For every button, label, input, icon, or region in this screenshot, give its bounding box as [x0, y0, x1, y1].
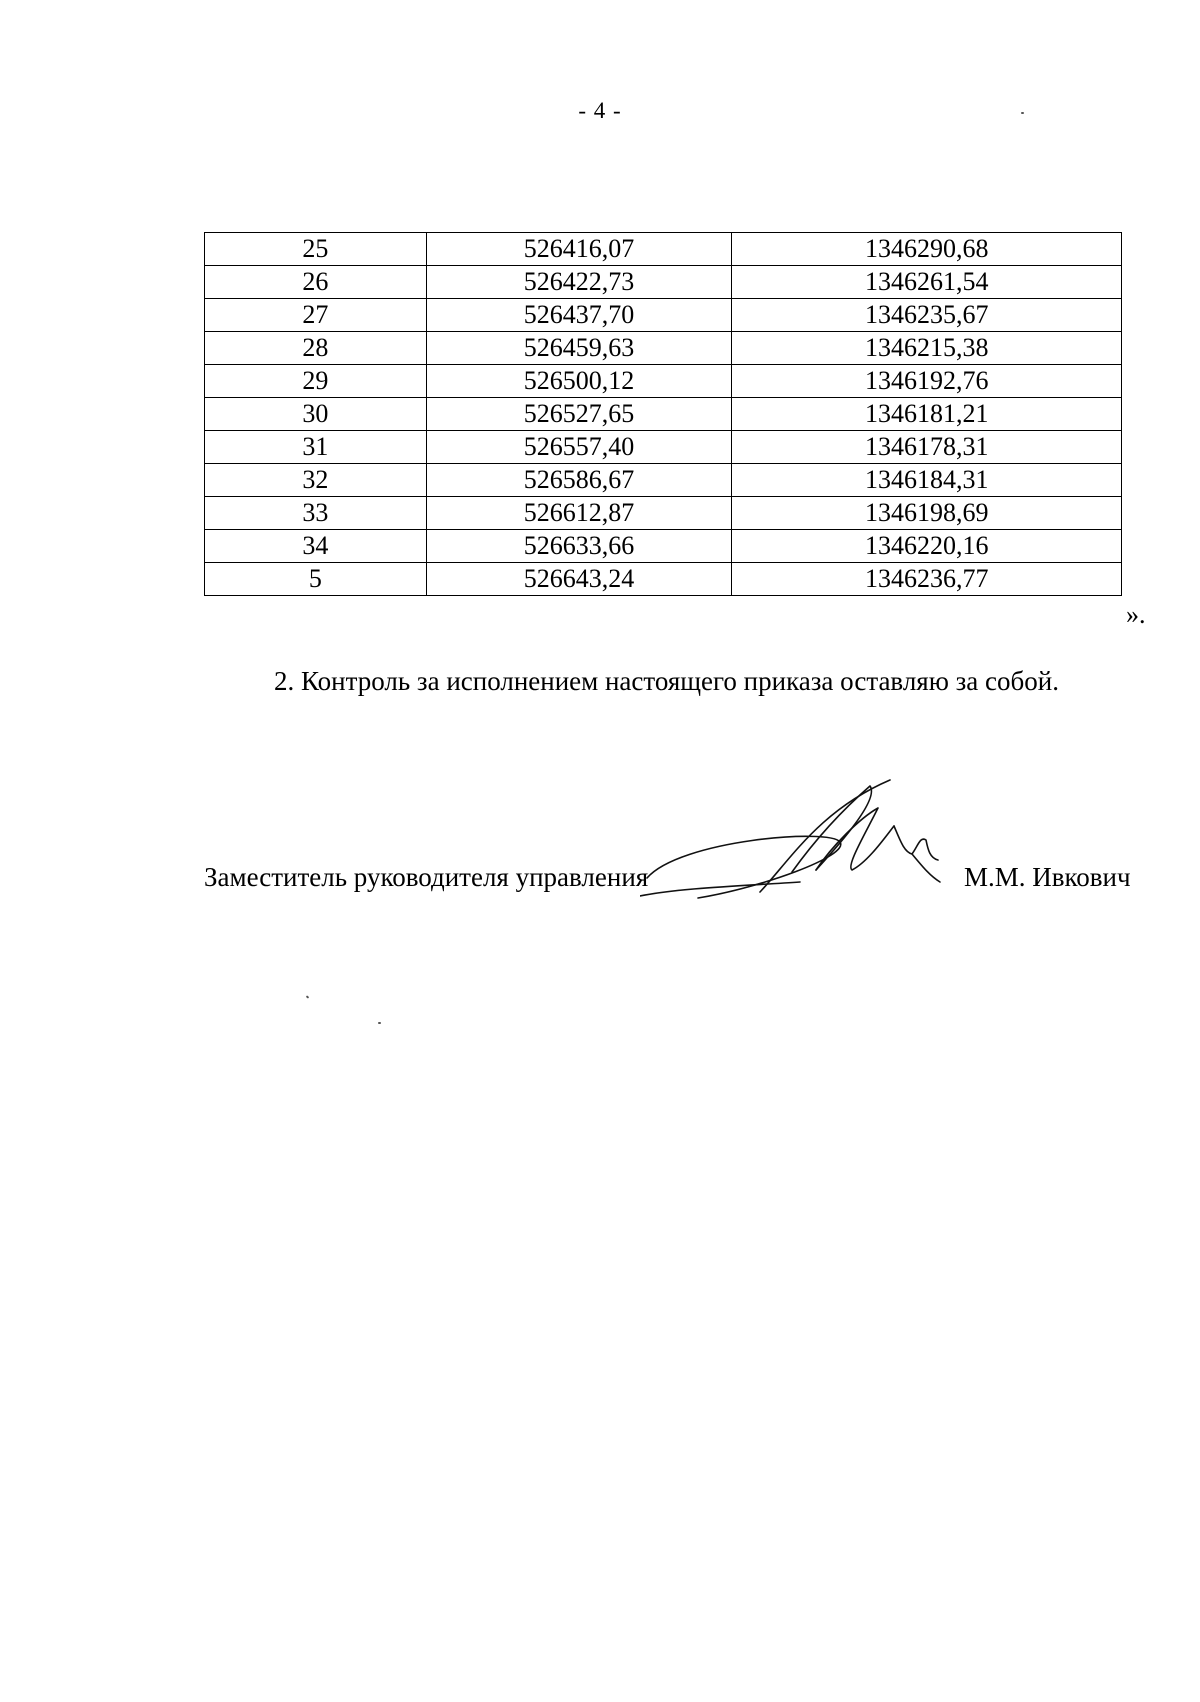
y-coordinate-cell: 1346198,69 — [732, 497, 1122, 530]
closing-quote: ». — [1126, 600, 1146, 629]
point-number-cell: 26 — [205, 266, 427, 299]
scan-speck — [378, 1022, 381, 1024]
point-number-cell: 34 — [205, 530, 427, 563]
table-row — [205, 332, 1122, 365]
y-coordinate-cell: 1346181,21 — [732, 398, 1122, 431]
y-coordinate-cell: 1346261,54 — [732, 266, 1122, 299]
table-row — [205, 530, 1122, 563]
point-number-cell: 31 — [205, 431, 427, 464]
scan-speck — [306, 995, 310, 999]
y-coordinate-cell: 1346215,38 — [732, 332, 1122, 365]
handwritten-signature — [640, 770, 960, 910]
y-coordinate-cell: 1346178,31 — [732, 431, 1122, 464]
y-coordinate-cell: 1346236,77 — [732, 563, 1122, 596]
x-coordinate-cell: 526527,65 — [426, 398, 732, 431]
table-row — [205, 299, 1122, 332]
point-number-cell: 27 — [205, 299, 427, 332]
y-coordinate-cell: 1346220,16 — [732, 530, 1122, 563]
y-coordinate-cell: 1346290,68 — [732, 233, 1122, 266]
x-coordinate-cell: 526422,73 — [426, 266, 732, 299]
point-number-cell: 25 — [205, 233, 427, 266]
y-coordinate-cell: 1346235,67 — [732, 299, 1122, 332]
table-row — [205, 464, 1122, 497]
table-row — [205, 431, 1122, 464]
x-coordinate-cell: 526557,40 — [426, 431, 732, 464]
scan-speck — [1021, 112, 1024, 114]
x-coordinate-cell: 526643,24 — [426, 563, 732, 596]
point-number-cell: 28 — [205, 332, 427, 365]
y-coordinate-cell: 1346192,76 — [732, 365, 1122, 398]
y-coordinate-cell: 1346184,31 — [732, 464, 1122, 497]
x-coordinate-cell: 526612,87 — [426, 497, 732, 530]
point-number-cell: 29 — [205, 365, 427, 398]
point-number-cell: 32 — [205, 464, 427, 497]
page-number: - 4 - — [578, 98, 622, 123]
x-coordinate-cell: 526416,07 — [426, 233, 732, 266]
table-row — [205, 398, 1122, 431]
point-number-cell: 30 — [205, 398, 427, 431]
x-coordinate-cell: 526586,67 — [426, 464, 732, 497]
x-coordinate-cell: 526633,66 — [426, 530, 732, 563]
signatory-name: М.М. Ивкович — [964, 862, 1131, 892]
table-row — [205, 563, 1122, 596]
signatory-title: Заместитель руководителя управления — [204, 862, 649, 892]
x-coordinate-cell: 526437,70 — [426, 299, 732, 332]
table-row — [205, 497, 1122, 530]
table-row — [205, 365, 1122, 398]
x-coordinate-cell: 526459,63 — [426, 332, 732, 365]
point-number-cell: 33 — [205, 497, 427, 530]
clause-2-text: 2. Контроль за исполнением настоящего приказа оставляю за собой. — [274, 666, 1059, 696]
x-coordinate-cell: 526500,12 — [426, 365, 732, 398]
table-row — [205, 233, 1122, 266]
coordinates-table-body — [205, 233, 1122, 596]
point-number-cell: 5 — [205, 563, 427, 596]
coordinates-table — [204, 232, 1122, 596]
table-row — [205, 266, 1122, 299]
